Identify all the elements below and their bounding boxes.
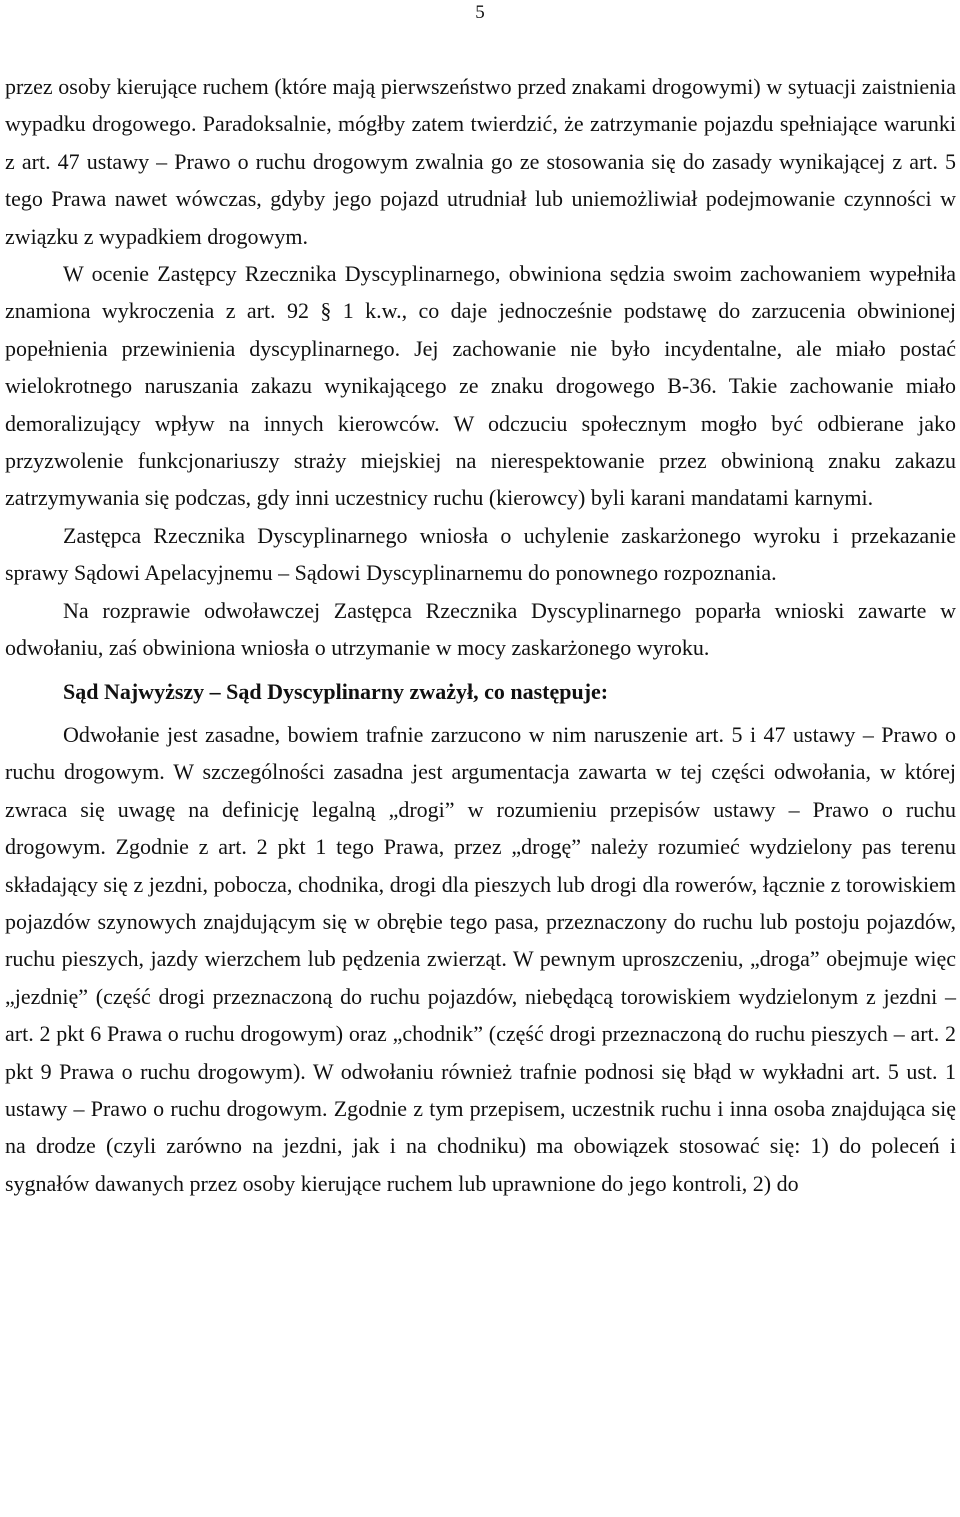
paragraph-court-reasoning: Odwołanie jest zasadne, bowiem trafnie zarzucono w nim naruszenie art. 5 i 47 ustawy – Prawo o ruchu drogowym. W szczególności zasadna jest argumentacja zawarta w tej części odwołania, w której zwraca się uwagę na definicję legalną „drogi” w rozumieniu przepisów ustawy – Prawo o ruchu drogowym. Zgodnie z art. 2 pkt 1 tego Prawa, przez „drogę” należy rozumieć wydzielony pas terenu składający się z jezdni, pobocza, chodnika, drogi dla pieszych lub drogi dla rowerów, łącznie z torowiskiem pojazdów szynowych znajdującym się w obrębie tego pasa, przeznaczony do ruchu lub postoju pojazdów, ruchu pieszych, jazdy wierzchem lub pędzenia zwierząt. W pewnym uproszczeniu, „droga” obejmuje więc „jezdnię” (część drogi przeznaczoną do ruchu pojazdów, niebędącą torowiskiem wydzielonym z jezdni – art. 2 pkt 6 Prawa o ruchu drogowym) oraz „chodnik” (część drogi przeznaczoną do ruchu pieszych – art. 2 pkt 9 Prawa o ruchu drogowym). W odwołaniu również trafnie podnosi się błąd w wykładni art. 5 ust. 1 ustawy – Prawo o ruchu drogowym. Zgodnie z tym przepisem, uczestnik ruchu i inna osoba znajdująca się na drodze (czyli zarówno na jezdni, jak i na chodniku) ma obowiązek stosować się: 1) do poleceń i sygnałów dawanych przez osoby kierujące ruchem lub uprawnione do jego kontroli, 2) do bbox=[5, 721, 956, 1196]
document-body bbox=[5, 68, 956, 1202]
paragraph-deputy-ombudsman-assessment: W ocenie Zastępcy Rzecznika Dyscyplinarnego, obwiniona sędzia swoim zachowaniem wypełniła znamiona wykroczenia z art. 92 § 1 k.w., co daje jednocześnie podstawę do zarzucenia obwinionej popełnienia przewinienia dyscyplinarnego. Jej zachowanie nie było incydentalne, ale miało postać wielokrotnego naruszania zakazu wynikającego ze znaku drogowego B-36. Takie zachowanie miało demoralizujący wpływ na innych kierowców. W odczuciu społecznym mogło być odbierane jako przyzwolenie funkcjonariuszy straży miejskiej na nierespektowanie przez obwinioną znaku zakazu zatrzymywania się podczas, gdy inni uczestnicy ruchu (kierowcy) byli karani mandatami karnymi. bbox=[5, 261, 956, 511]
paragraph-motion: Zastępca Rzecznika Dyscyplinarnego wniosła o uchylenie zaskarżonego wyroku i przekazanie sprawy Sądowi Apelacyjnemu – Sądowi Dyscyplinarnemu do ponownego rozpoznania. bbox=[5, 522, 956, 586]
section-heading: Sąd Najwyższy – Sąd Dyscyplinarny zważył, co następuje: bbox=[63, 678, 609, 704]
page-number: 5 bbox=[475, 2, 485, 23]
paragraph-continuation: przez osoby kierujące ruchem (które mają pierwszeństwo przed znakami drogowymi) w sytuacji zaistnienia wypadku drogowego. Paradoksalnie, mógłby zatem twierdzić, że zatrzymanie pojazdu spełniające warunki z art. 47 ustawy – Prawo o ruchu drogowym zwalnia go ze stosowania się do zasady wynikającej z art. 5 tego Prawa nawet wówczas, gdyby jego pojazd utrudniał lub uniemożliwiał podejmowanie czynności w związku z wypadkiem drogowym. bbox=[5, 74, 956, 249]
paragraph-appeal-hearing: Na rozprawie odwoławczej Zastępca Rzecznika Dyscyplinarnego poparła wnioski zawarte w odwołaniu, zaś obwiniona wniosła o utrzymanie w mocy zaskarżonego wyroku. bbox=[5, 597, 956, 661]
